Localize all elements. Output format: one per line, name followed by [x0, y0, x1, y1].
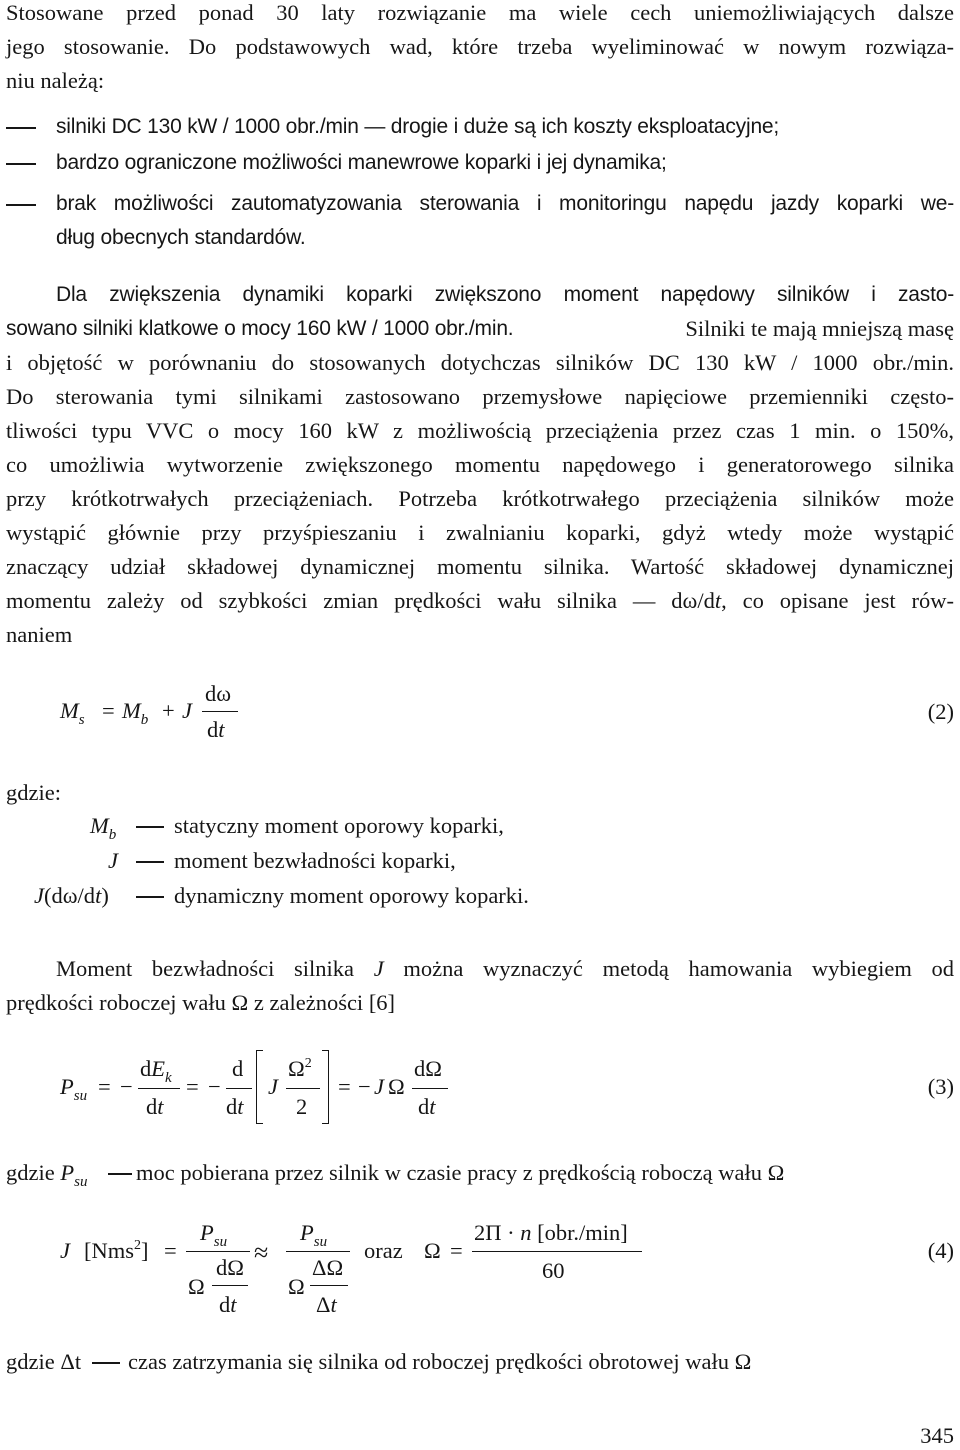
- fraction-bar: [310, 1285, 348, 1286]
- fraction-bar: [138, 1088, 180, 1089]
- fraction-bar: [226, 1088, 252, 1089]
- fraction-bar: [286, 1088, 320, 1089]
- symbol-J: J: [108, 848, 118, 873]
- eq-numerator: $P_{su}$: [200, 1220, 228, 1250]
- definition-dash: [136, 861, 164, 863]
- definition-dash: [136, 826, 164, 828]
- eq-approx: ≈: [254, 1238, 269, 1267]
- eq-minus: −: [208, 1074, 221, 1099]
- page-number: 345: [920, 1423, 954, 1448]
- eq-denominator: 2: [296, 1094, 308, 1119]
- paragraph-line: co umożliwia wytworzenie zwiększonego momentu napędowego i generatorowego silnika: [6, 452, 954, 477]
- right-bracket: [322, 1050, 329, 1124]
- eq-numerator: $P_{su}$: [300, 1220, 328, 1250]
- symbol-Mb: $M_b$: [90, 813, 117, 843]
- paragraph-line: wystąpić głównie przy przyśpieszaniu i zwalnianiu koparki, gdyż wtedy może wystąpić: [6, 520, 954, 545]
- paragraph-line: prędkości roboczej wału Ω z zależności [6]: [6, 990, 396, 1015]
- eq-denominator: dt: [146, 1094, 164, 1119]
- paragraph-line: Moment bezwładności silnika J można wyznaczyć metodą hamowania wybiegiem od: [56, 956, 954, 981]
- intro-line: niu należą:: [6, 68, 105, 93]
- bullet-item-continuation: dług obecnych standardów.: [56, 226, 306, 249]
- eq-equals: =: [102, 698, 115, 723]
- intro-line: Stosowane przed ponad 30 laty rozwiązanie ma wiele cech uniemożliwiających dalsze: [6, 0, 954, 25]
- eq-denominator: 60: [542, 1258, 565, 1283]
- eq-plus: +: [162, 698, 175, 723]
- eq-equals: =: [338, 1074, 351, 1099]
- paragraph-line: tliwości typu VVC o mocy 160 kW z możliwością przeciążenia przez czas 1 min. o 150%,: [6, 418, 954, 443]
- where-label: gdzie:: [6, 780, 61, 805]
- eq-inner-numerator: dΩ: [216, 1255, 244, 1280]
- left-bracket: [256, 1050, 263, 1124]
- paragraph-line: Dla zwiększenia dynamiki koparki zwiększono moment napędowy silników i zasto-: [56, 283, 954, 306]
- paragraph-line: przy krótkotrwałych przeciążeniach. Potrzeba krótkotrwałego przeciążenia silników może: [6, 486, 954, 511]
- fraction-bar: [286, 1251, 350, 1252]
- eq-equals: =: [450, 1238, 463, 1263]
- paragraph-segment: sowano silniki klatkowe o mocy 160 kW / 1000 obr./min.: [6, 317, 514, 340]
- eq-term-Psu: $P_{su}$: [60, 1074, 88, 1104]
- definition-text: moment bezwładności koparki,: [174, 848, 456, 873]
- equation-number: (4): [927, 1238, 954, 1263]
- eq-equals: =: [164, 1238, 177, 1263]
- eq-minus: −: [120, 1074, 133, 1099]
- eq-J: J: [374, 1074, 384, 1099]
- definition-dash: [92, 1362, 120, 1364]
- paragraph-line: [6, 590, 954, 613]
- fraction-bar: [472, 1251, 642, 1252]
- eq-inner-denominator: dt: [219, 1292, 237, 1317]
- eq-equals: =: [186, 1074, 199, 1099]
- eq-numerator: d: [232, 1056, 244, 1081]
- paragraph-line: znaczący udział składowej dynamicznej momentu silnika. Wartość składowej dynamicznej: [6, 554, 954, 579]
- eq-numerator: $dE_k$: [140, 1056, 172, 1086]
- definition-text: czas zatrzymania się silnika od roboczej prędkości obrotowej wału Ω: [128, 1349, 752, 1374]
- fraction-bar: [202, 711, 238, 712]
- eq-oraz: oraz: [364, 1238, 403, 1263]
- eq-omega: Ω: [424, 1238, 441, 1263]
- paragraph-line: naniem: [6, 622, 73, 647]
- symbol-J-domega-dt: J(dω/dt): [34, 883, 109, 908]
- paragraph-line: Do sterowania tymi silnikami zastosowano przemysłowe napięciowe przemienniki często-: [6, 384, 954, 409]
- paragraph-line: i objętość w porównaniu do stosowanych dotychczas silników DC 130 kW / 1000 obr./min.: [6, 350, 954, 375]
- eq-omega: Ω: [188, 1274, 205, 1299]
- where-line: gdzie $P_{su}$: [6, 1160, 88, 1190]
- eq-J: J: [268, 1074, 278, 1099]
- definition-text: statyczny moment oporowy koparki,: [174, 813, 504, 838]
- eq-omega: Ω: [388, 1074, 405, 1099]
- definition-text: dynamiczny moment oporowy koparki.: [174, 883, 529, 908]
- equation-number: (3): [927, 1074, 954, 1099]
- eq-inner-numerator: ΔΩ: [312, 1255, 344, 1280]
- bullet-dash: [6, 204, 36, 206]
- bullet-item: bardzo ograniczone możliwości manewrowe koparki i jej dynamika;: [56, 151, 667, 174]
- definition-dash: [136, 896, 164, 898]
- fraction-bar: [212, 1285, 248, 1286]
- bullet-item: silniki DC 130 kW / 1000 obr./min — drogie i duże są ich koszty eksploatacyjne;: [56, 115, 780, 138]
- intro-line: jego stosowanie. Do podstawowych wad, które trzeba wyeliminować w nowym rozwiąza-: [6, 34, 954, 59]
- eq-minus: −: [358, 1074, 371, 1099]
- bullet-dash: [6, 127, 36, 129]
- eq-numerator: 2Π · n [obr./min]: [474, 1220, 628, 1245]
- fraction-bar: [186, 1251, 250, 1252]
- fraction-bar: [412, 1088, 448, 1089]
- eq-term-Mb: $M_b$: [122, 698, 149, 728]
- eq-numerator: dΩ: [414, 1056, 442, 1081]
- paragraph-line: [6, 318, 954, 341]
- eq-denominator: dt: [418, 1094, 436, 1119]
- eq-J: J: [60, 1238, 70, 1263]
- paragraph-segment: Silniki te mają mniejszą masę: [685, 316, 954, 341]
- eq-J: J: [182, 698, 192, 723]
- bullet-item: brak możliwości zautomatyzowania sterowania i monitoringu napędu jazdy koparki we-: [56, 192, 954, 215]
- eq-denominator: dt: [207, 717, 225, 742]
- eq-equals: =: [98, 1074, 111, 1099]
- paragraph-segment: momentu zależy od szybkości zmian prędkości wału silnika — dω/d: [6, 588, 715, 613]
- bullet-dash: [6, 163, 36, 165]
- eq-term-Ms: $M_s$: [60, 698, 85, 728]
- definition-dash: [108, 1173, 132, 1175]
- eq-denominator: dt: [226, 1094, 244, 1119]
- paragraph-segment: , co opisane jest rów-: [721, 588, 954, 613]
- eq-numerator: $\Omega^2$: [288, 1056, 312, 1081]
- definition-text: moc pobierana przez silnik w czasie pracy z prędkością roboczą wału Ω: [136, 1160, 785, 1185]
- eq-numerator: dω: [205, 681, 232, 706]
- eq-inner-denominator: Δt: [316, 1292, 337, 1317]
- eq-omega: Ω: [288, 1274, 305, 1299]
- where-line: gdzie Δt: [6, 1349, 82, 1374]
- equation-number: (2): [927, 699, 954, 724]
- italic-t: t: [714, 588, 722, 613]
- eq-unit: [Nms$^2$]: [84, 1238, 149, 1263]
